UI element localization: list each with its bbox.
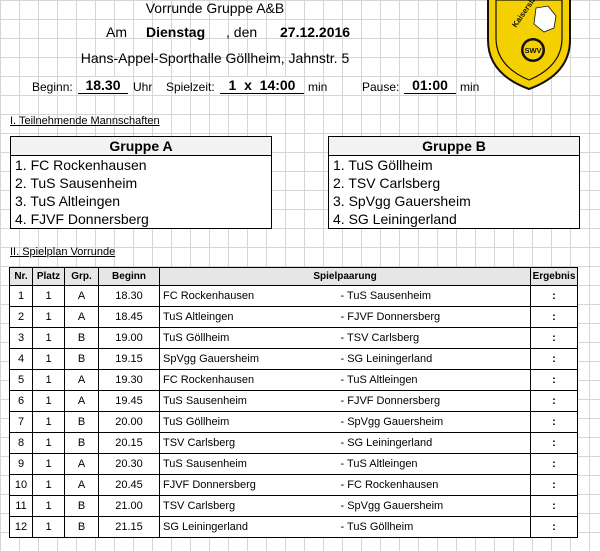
match-away-team: - SG Leiningerland bbox=[338, 349, 531, 370]
match-grp: A bbox=[65, 286, 99, 307]
match-result: : bbox=[531, 433, 578, 454]
match-result: : bbox=[531, 454, 578, 475]
table-row bbox=[10, 517, 578, 538]
match-grp: A bbox=[65, 391, 99, 412]
group-a-team: 2. TuS Sausenheim bbox=[15, 175, 138, 191]
match-grp: B bbox=[65, 496, 99, 517]
logo-badge: SWV bbox=[524, 46, 542, 55]
match-platz: 1 bbox=[33, 391, 65, 412]
table-row bbox=[10, 370, 578, 391]
match-beginn: 19.30 bbox=[99, 370, 160, 391]
match-result: : bbox=[531, 328, 578, 349]
match-home-team: TuS Sausenheim bbox=[160, 454, 338, 475]
col-platz: Platz bbox=[33, 268, 65, 286]
match-platz: 1 bbox=[33, 475, 65, 496]
group-b-title: Gruppe B bbox=[329, 137, 579, 156]
match-home-team: FC Rockenhausen bbox=[160, 286, 338, 307]
match-platz: 1 bbox=[33, 349, 65, 370]
match-grp: A bbox=[65, 370, 99, 391]
match-nr: 3 bbox=[10, 328, 33, 349]
event-date: 27.12.2016 bbox=[280, 24, 351, 40]
table-row bbox=[10, 475, 578, 496]
group-a-box bbox=[10, 136, 272, 229]
playtime-unit: min bbox=[308, 80, 328, 94]
date-prefix: Am bbox=[106, 24, 127, 40]
match-result: : bbox=[531, 517, 578, 538]
match-grp: B bbox=[65, 349, 99, 370]
match-platz: 1 bbox=[33, 370, 65, 391]
match-home-team: TuS Göllheim bbox=[160, 328, 338, 349]
playtime-value: 1 x 14:00 bbox=[220, 77, 304, 94]
match-nr: 7 bbox=[10, 412, 33, 433]
page-title: Vorrunde Gruppe A&B bbox=[145, 0, 285, 16]
match-beginn: 20.15 bbox=[99, 433, 160, 454]
match-beginn: 20.30 bbox=[99, 454, 160, 475]
match-home-team: SG Leiningerland bbox=[160, 517, 338, 538]
match-result: : bbox=[531, 391, 578, 412]
match-away-team: - FC Rockenhausen bbox=[338, 475, 531, 496]
group-b-team: 1. TuS Göllheim bbox=[333, 157, 433, 173]
col-ergebnis: Ergebnis bbox=[531, 268, 578, 286]
match-platz: 1 bbox=[33, 496, 65, 517]
match-nr: 10 bbox=[10, 475, 33, 496]
match-home-team: SpVgg Gauersheim bbox=[160, 349, 338, 370]
playtime-label: Spielzeit: bbox=[166, 80, 215, 94]
match-beginn: 20.00 bbox=[99, 412, 160, 433]
begin-label: Beginn: bbox=[32, 80, 73, 94]
match-result: : bbox=[531, 370, 578, 391]
schedule-header-row bbox=[10, 268, 578, 286]
table-row bbox=[10, 412, 578, 433]
match-grp: A bbox=[65, 454, 99, 475]
table-row bbox=[10, 454, 578, 475]
group-a-team: 4. FJVF Donnersberg bbox=[15, 211, 149, 227]
match-away-team: - TSV Carlsberg bbox=[338, 328, 531, 349]
match-beginn: 18.30 bbox=[99, 286, 160, 307]
col-beginn: Beginn bbox=[99, 268, 160, 286]
venue: Hans-Appel-Sporthalle Göllheim, Jahnstr. 5 bbox=[80, 50, 350, 66]
table-row bbox=[10, 391, 578, 412]
match-platz: 1 bbox=[33, 517, 65, 538]
match-beginn: 21.00 bbox=[99, 496, 160, 517]
match-result: : bbox=[531, 475, 578, 496]
match-beginn: 19.00 bbox=[99, 328, 160, 349]
match-grp: B bbox=[65, 412, 99, 433]
table-row bbox=[10, 307, 578, 328]
table-row bbox=[10, 286, 578, 307]
match-beginn: 18.45 bbox=[99, 307, 160, 328]
match-nr: 8 bbox=[10, 433, 33, 454]
match-home-team: TuS Sausenheim bbox=[160, 391, 338, 412]
col-spielpaarung: Spielpaarung bbox=[160, 268, 531, 286]
match-away-team: - TuS Altleingen bbox=[338, 370, 531, 391]
col-grp: Grp. bbox=[65, 268, 99, 286]
match-away-team: - TuS Göllheim bbox=[338, 517, 531, 538]
match-platz: 1 bbox=[33, 454, 65, 475]
match-away-team: - SpVgg Gauersheim bbox=[338, 412, 531, 433]
match-away-team: - FJVF Donnersberg bbox=[338, 391, 531, 412]
table-row bbox=[10, 496, 578, 517]
group-b-team: 3. SpVgg Gauersheim bbox=[333, 193, 471, 209]
match-nr: 1 bbox=[10, 286, 33, 307]
match-platz: 1 bbox=[33, 328, 65, 349]
date-separator: , den bbox=[226, 24, 258, 40]
match-home-team: TuS Altleingen bbox=[160, 307, 338, 328]
match-result: : bbox=[531, 412, 578, 433]
match-platz: 1 bbox=[33, 286, 65, 307]
group-a-team: 1. FC Rockenhausen bbox=[15, 157, 147, 173]
match-away-team: - SpVgg Gauersheim bbox=[338, 496, 531, 517]
table-row bbox=[10, 349, 578, 370]
match-home-team: FJVF Donnersberg bbox=[160, 475, 338, 496]
pause-label: Pause: bbox=[362, 80, 400, 94]
match-home-team: FC Rockenhausen bbox=[160, 370, 338, 391]
match-grp: B bbox=[65, 433, 99, 454]
match-nr: 2 bbox=[10, 307, 33, 328]
match-platz: 1 bbox=[33, 433, 65, 454]
match-beginn: 19.15 bbox=[99, 349, 160, 370]
pause-value: 01:00 bbox=[404, 77, 456, 94]
match-nr: 6 bbox=[10, 391, 33, 412]
pause-unit: min bbox=[460, 80, 480, 94]
group-b-team: 4. SG Leiningerland bbox=[333, 211, 457, 227]
match-grp: A bbox=[65, 307, 99, 328]
match-nr: 11 bbox=[10, 496, 33, 517]
club-logo bbox=[486, 0, 572, 90]
match-home-team: TuS Göllheim bbox=[160, 412, 338, 433]
group-a-title: Gruppe A bbox=[11, 137, 271, 156]
begin-unit: Uhr bbox=[133, 80, 153, 94]
match-result: : bbox=[531, 307, 578, 328]
group-b-team: 2. TSV Carlsberg bbox=[333, 175, 441, 191]
match-away-team: - SG Leiningerland bbox=[338, 433, 531, 454]
begin-value: 18.30 bbox=[78, 77, 128, 94]
match-grp: A bbox=[65, 475, 99, 496]
match-beginn: 21.15 bbox=[99, 517, 160, 538]
table-row bbox=[10, 433, 578, 454]
match-home-team: TSV Carlsberg bbox=[160, 433, 338, 454]
group-b-box bbox=[328, 136, 580, 229]
group-a-team: 3. TuS Altleingen bbox=[15, 193, 121, 209]
match-result: : bbox=[531, 286, 578, 307]
match-nr: 12 bbox=[10, 517, 33, 538]
schedule-table bbox=[9, 267, 578, 538]
match-platz: 1 bbox=[33, 412, 65, 433]
teams-section-title: I. Teilnehmende Mannschaften bbox=[10, 115, 160, 127]
match-nr: 9 bbox=[10, 454, 33, 475]
match-result: : bbox=[531, 349, 578, 370]
match-platz: 1 bbox=[33, 307, 65, 328]
match-grp: B bbox=[65, 517, 99, 538]
schedule-section-title: II. Spielplan Vorrunde bbox=[10, 246, 116, 258]
col-nr: Nr. bbox=[10, 268, 33, 286]
match-beginn: 19.45 bbox=[99, 391, 160, 412]
match-away-team: - FJVF Donnersberg bbox=[338, 307, 531, 328]
match-nr: 5 bbox=[10, 370, 33, 391]
match-nr: 4 bbox=[10, 349, 33, 370]
match-away-team: - TuS Sausenheim bbox=[338, 286, 531, 307]
match-home-team: TSV Carlsberg bbox=[160, 496, 338, 517]
weekday: Dienstag bbox=[146, 24, 206, 40]
match-result: : bbox=[531, 496, 578, 517]
match-grp: B bbox=[65, 328, 99, 349]
match-beginn: 20.45 bbox=[99, 475, 160, 496]
table-row bbox=[10, 328, 578, 349]
match-away-team: - TuS Altleingen bbox=[338, 454, 531, 475]
